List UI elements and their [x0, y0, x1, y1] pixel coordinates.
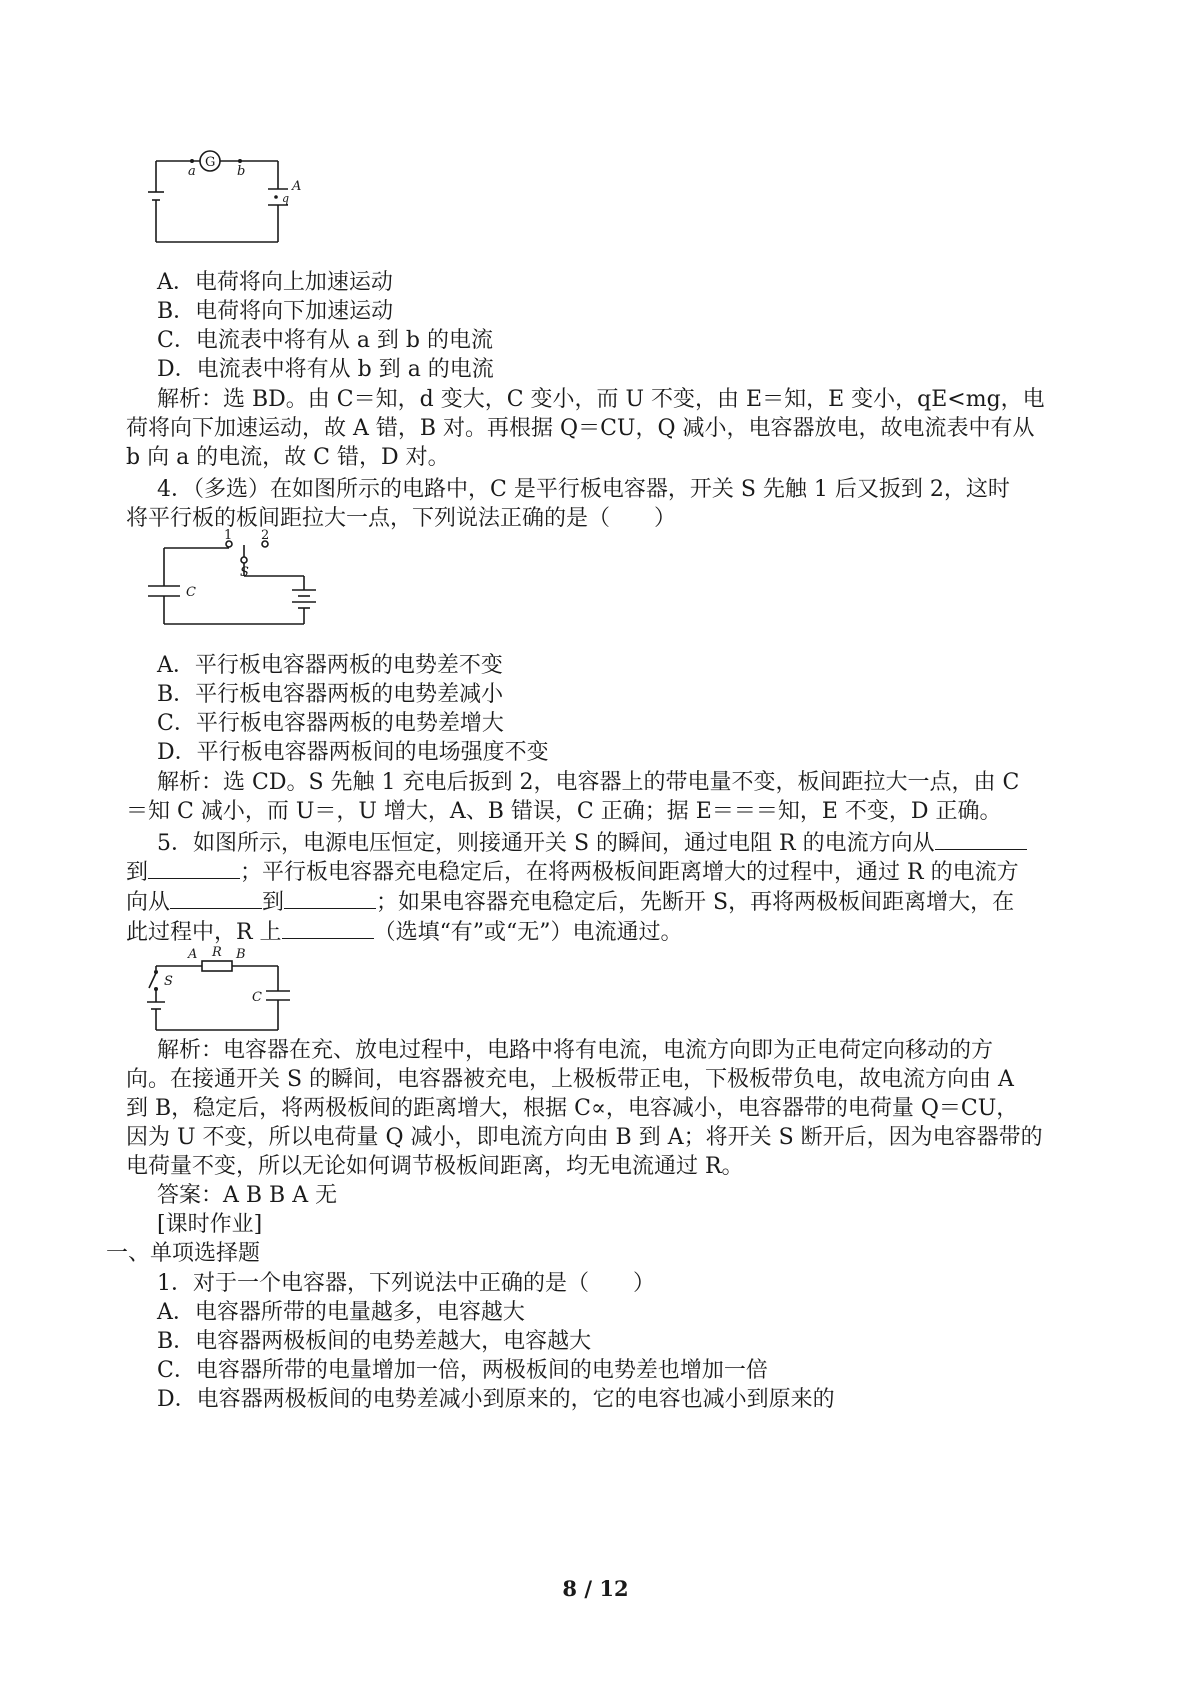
plate-a-label: A — [292, 179, 302, 194]
q5-stem-part: ；平行板电容器充电稳定后，在将两极板间距离增大的过程中，通过 R 的电流方 — [240, 860, 1019, 885]
q5-stem-line3 — [126, 886, 1014, 918]
q5-analysis-line2: 向。在接通开关 S 的瞬间，电容器被充电，上极板带正电，下极板带负电，故电流方向由 A — [126, 1067, 1014, 1092]
switch-s-label: S — [164, 974, 173, 989]
point-a-label: a — [188, 164, 196, 179]
answer-blank-4[interactable] — [284, 886, 376, 909]
q4-stem-line1: 4．（多选）在如图所示的电路中，C 是平行板电容器，开关 S 先触 1 后又扳到 2，这时 — [157, 477, 1010, 502]
node-b-label: B — [236, 947, 246, 962]
q4-option-c: C．平行板电容器两板的电势差增大 — [157, 711, 504, 736]
q5-stem-part: 此过程中，R 上 — [126, 920, 282, 945]
q5-answer: 答案：A B B A 无 — [157, 1183, 338, 1208]
galvanometer-label: G — [205, 155, 216, 170]
resistor-r-label: R — [212, 945, 222, 960]
circuit-figure-galvanometer — [150, 144, 300, 250]
charge-q-label: q — [282, 192, 290, 205]
q5-stem-part: ；如果电容器充电稳定后，先断开 S，再将两极板间距离增大，在 — [376, 890, 1015, 915]
hw-q1-option-a: A．电容器所带的电量越多，电容越大 — [157, 1300, 525, 1325]
q3-option-c: C．电流表中将有从 a 到 b 的电流 — [157, 328, 494, 353]
capacitor-c-label: C — [186, 585, 196, 600]
contact-1-label: 1 — [224, 528, 233, 543]
answer-blank-3[interactable] — [170, 886, 262, 909]
q3-analysis-line1: 解析：选 BD。由 C＝知，d 变大，C 变小，而 U 不变，由 E＝知，E 变小，qE<mg，电 — [157, 387, 1045, 412]
circuit-figure-rc — [148, 942, 298, 1038]
answer-blank-1[interactable] — [935, 827, 1027, 850]
q3-option-a: A．电荷将向上加速运动 — [157, 270, 393, 295]
homework-heading: [课时作业] — [157, 1212, 263, 1237]
hw-q1-option-c: C．电容器所带的电量增加一倍，两极板间的电势差也增加一倍 — [157, 1358, 768, 1383]
page-number: 8 / 12 — [562, 1576, 629, 1601]
q5-stem-line2 — [126, 856, 1019, 888]
q4-analysis-line2: ＝知 C 减小，而 U＝，U 增大，A、B 错误，C 正确；据 E＝＝＝知，E 不变，D 正确。 — [126, 799, 1002, 824]
answer-blank-2[interactable] — [148, 856, 240, 879]
answer-blank-5[interactable] — [282, 916, 374, 939]
q4-option-d: D．平行板电容器两板间的电场强度不变 — [157, 740, 549, 765]
q4-stem-line2: 将平行板的板间距拉大一点，下列说法正确的是（ ） — [126, 506, 677, 531]
q5-stem-part: （选填“有”或“无”）电流通过。 — [373, 920, 683, 945]
q5-stem-part: 向从 — [126, 890, 171, 915]
capacitor-c-label: C — [252, 990, 262, 1005]
contact-2-label: 2 — [261, 528, 270, 543]
q5-analysis-line4: 因为 U 不变，所以电荷量 Q 减小，即电流方向由 B 到 A；将开关 S 断开后，因为电容器带的 — [126, 1125, 1043, 1150]
q4-option-b: B．平行板电容器两板的电势差减小 — [157, 682, 504, 707]
q5-stem-part: 到 — [126, 860, 149, 885]
q3-option-d: D．电流表中将有从 b 到 a 的电流 — [157, 357, 494, 382]
q5-analysis-line5: 电荷量不变，所以无论如何调节极板间距离，均无电流通过 R。 — [126, 1154, 744, 1179]
q5-analysis-line1: 解析：电容器在充、放电过程中，电路中将有电流，电流方向即为正电荷定向移动的方 — [157, 1038, 994, 1063]
q5-stem-line1 — [157, 827, 1027, 859]
q3-option-b: B．电荷将向下加速运动 — [157, 299, 394, 324]
hw-q1-option-d: D．电容器两极板间的电势差减小到原来的，它的电容也减小到原来的 — [157, 1387, 835, 1412]
q4-analysis-line1: 解析：选 CD。S 先触 1 充电后扳到 2，电容器上的带电量不变，板间距拉大一点，由 C — [157, 770, 1020, 795]
hw-q1-option-b: B．电容器两极板间的电势差越大，电容越大 — [157, 1329, 592, 1354]
q5-stem-part: 5．如图所示，电源电压恒定，则接通开关 S 的瞬间，通过电阻 R 的电流方向从 — [157, 831, 935, 856]
node-a-label: A — [188, 947, 198, 962]
point-b-label: b — [237, 164, 246, 179]
q5-stem-part: 到 — [262, 890, 285, 915]
q3-analysis-line3: b 向 a 的电流，故 C 错，D 对。 — [126, 445, 450, 470]
q4-option-a: A．平行板电容器两板的电势差不变 — [157, 653, 503, 678]
switch-s-label: S — [240, 565, 249, 580]
hw-q1-stem: 1．对于一个电容器，下列说法中正确的是（ ） — [157, 1271, 655, 1296]
q5-analysis-line3: 到 B，稳定后，将两极板间的距离增大，根据 C∝，电容减小，电容器带的电荷量 Q＝CU， — [126, 1096, 1019, 1121]
section-heading: 一、单项选择题 — [106, 1241, 261, 1266]
q3-analysis-line2: 荷将向下加速运动，故 A 错，B 对。再根据 Q＝CU，Q 减小，电容器放电，故电流表中有从 — [126, 416, 1035, 441]
circuit-figure-switch — [144, 530, 324, 630]
